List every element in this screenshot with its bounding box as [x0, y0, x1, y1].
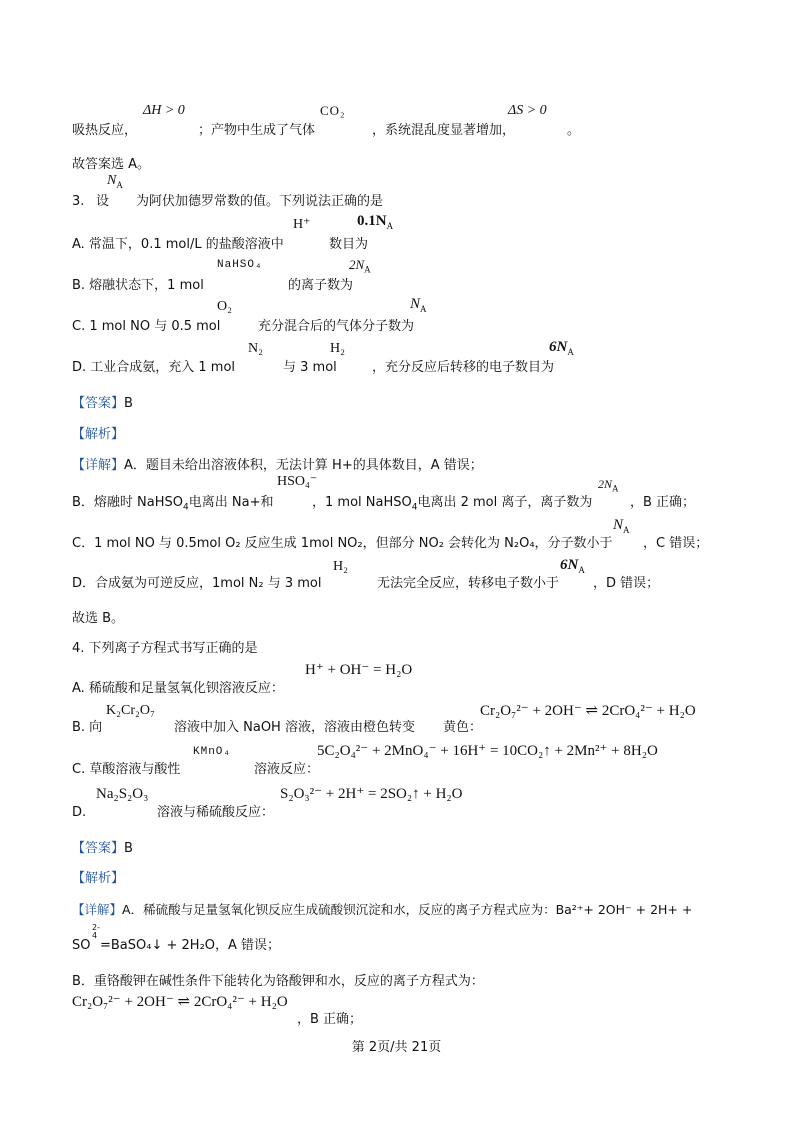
q4-explain-b1: B．重铬酸钾在碱性条件下能转化为铬酸钾和水，反应的离子方程式为： [72, 974, 484, 989]
q3-exp-h2: H₂ [333, 559, 348, 574]
q4-explain-a2-rest: =BaSO₄↓ + 2H₂O，A 错误； [100, 938, 281, 953]
q3-analysis-label: 【解析】 [72, 427, 125, 442]
q4-explain-a-sub: 4 [92, 931, 98, 940]
q4-option-a: A. 稀硫酸和足量氢氧化钡溶液反应： [72, 681, 284, 696]
q3-explain-b: B．熔融时 NaHSO$_4$电离出 Na+和 [72, 495, 274, 513]
q4-explain-a1: 【详解】A．稀硫酸与足量氢氧化钡反应生成硫酸钡沉淀和水，反应的离子方程式应为：Ba²⁺+ 2OH⁻ + 2H+ + [72, 902, 693, 917]
q3c-num: $N_A$ [410, 296, 427, 314]
q3d-num: $6N_A$ [549, 339, 574, 357]
q3d-h2: H₂ [330, 341, 345, 356]
q3-conclusion: 故选 B。 [72, 611, 125, 626]
q4-option-c: C. 草酸溶液与酸性 [72, 762, 181, 777]
q3-option-b-mid: 的离子数为 [288, 278, 354, 293]
q3b-formula: NaHSO₄ [217, 259, 263, 271]
q3-option-d-mid: 与 3 mol [283, 360, 337, 375]
q3-explain-d2: 无法完全反应，转移电子数小于 [377, 576, 560, 591]
q4c-formula: KMnO₄ [193, 746, 232, 758]
prev-line-b: ；产物中生成了气体 [198, 123, 316, 138]
q3-option-a: A. 常温下，0.1 mol/L 的盐酸溶液中 [72, 237, 284, 252]
q4-option-b-end: 黄色： [443, 720, 483, 735]
q3-explain-c: C．1 mol NO 与 0.5mol O₂ 反应生成 1mol NO₂，但部分 NO₂ 会转化为 N₂O₄，分子数小于 [72, 536, 613, 551]
q3-exp-hso4: HSO₄⁻ [277, 474, 318, 489]
q3-explain-b-end: ，B 正确； [630, 495, 696, 510]
q3-explain-b2: ，1 mol NaHSO$_4$电离出 2 mol 离子，离子数为 [312, 495, 593, 513]
q3-option-d: D. 工业合成氨，充入 1 mol [72, 360, 236, 375]
formula-delta-h: ΔH > 0 [143, 103, 185, 118]
q3a-ion: H⁺ [293, 217, 311, 232]
q3-option-c-mid: 充分混合后的气体分子数为 [258, 319, 415, 334]
q4-answer: 【答案】B [72, 841, 133, 856]
q3-option-b: B. 熔融状态下，1 mol [72, 278, 204, 293]
q4-explain-a2: SO [72, 938, 91, 953]
q3-explain-a: 【详解】A．题目未给出溶液体积，无法计算 H+的具体数目，A 错误； [72, 458, 483, 473]
prev-line-c: ，系统混乱度显著增加， [372, 123, 516, 138]
page-footer: 第 2页/共 21页 [351, 1040, 442, 1055]
q4-explain-a-sup: 2- [92, 923, 100, 932]
q4b-eq: Cr₂O₇²⁻ + 2OH⁻ ⇌ 2CrO₄²⁻ + H₂O [480, 703, 696, 719]
q3d-n2: N₂ [248, 341, 263, 356]
q3-number: 3. [72, 194, 85, 209]
q3b-num: $2N_A$ [349, 257, 371, 275]
q3-explain-c-end: ，C 错误； [643, 536, 709, 551]
q4-option-d-mid: 溶液与稀硫酸反应： [157, 805, 275, 820]
prev-line-a: 吸热反应， [72, 123, 138, 138]
q3-exp-6na: $6N_A$ [560, 557, 585, 575]
q3-answer: 【答案】B [72, 396, 133, 411]
q3-stem-b: 为阿伏加德罗常数的值。下列说法正确的是 [136, 194, 384, 209]
q3-exp-2na: $2N_A$ [598, 477, 619, 494]
prev-line-d: 。 [567, 123, 581, 138]
q3-explain-d: D．合成氨为可逆反应，1mol N₂ 与 3 mol [72, 576, 322, 591]
q4d-eq: S₂O₃²⁻ + 2H⁺ = 2SO₂↑ + H₂O [280, 786, 463, 802]
formula-delta-s: ΔS > 0 [508, 103, 547, 118]
q3-exp-na: $N_A$ [613, 517, 630, 535]
q4-option-d: D. [72, 805, 87, 820]
q4a-eq: H⁺ + OH⁻ = H₂O [305, 662, 413, 678]
q4-explain-b-eq: Cr₂O₇²⁻ + 2OH⁻ ⇌ 2CrO₄²⁻ + H₂O [72, 994, 288, 1010]
na-symbol: $N_A$ [107, 173, 123, 190]
q4-option-b: B. 向 [72, 720, 103, 735]
q4-explain-b-end: ，B 正确； [297, 1012, 363, 1027]
q3-option-c: C. 1 mol NO 与 0.5 mol [72, 319, 221, 334]
q3-option-d-end: ，充分反应后转移的电子数目为 [372, 360, 555, 375]
prev-answer: 故答案选 A。 [72, 157, 151, 172]
q3a-num: $0.1N_A$ [357, 213, 394, 231]
q4-stem: 4. 下列离子方程式书写正确的是 [72, 641, 258, 656]
q4d-formula: Na₂S₂O₃ [96, 786, 149, 802]
q4b-formula: K₂Cr₂O₇ [106, 703, 155, 718]
q4-analysis-label: 【解析】 [72, 871, 125, 886]
q4-option-b-mid: 溶液中加入 NaOH 溶液，溶液由橙色转变 [174, 720, 415, 735]
formula-co2: CO₂ [320, 103, 346, 118]
q3-option-a-mid: 数目为 [329, 237, 369, 252]
q4-option-c-mid: 溶液反应： [254, 762, 320, 777]
q3-explain-d3: ，D 错误； [593, 576, 660, 591]
q4c-eq: 5C₂O₄²⁻ + 2MnO₄⁻ + 16H⁺ = 10CO₂↑ + 2Mn²⁺ + 8H₂O [317, 743, 658, 759]
q3c-formula: O₂ [217, 299, 232, 314]
q3-stem-a: 设 [96, 194, 110, 209]
